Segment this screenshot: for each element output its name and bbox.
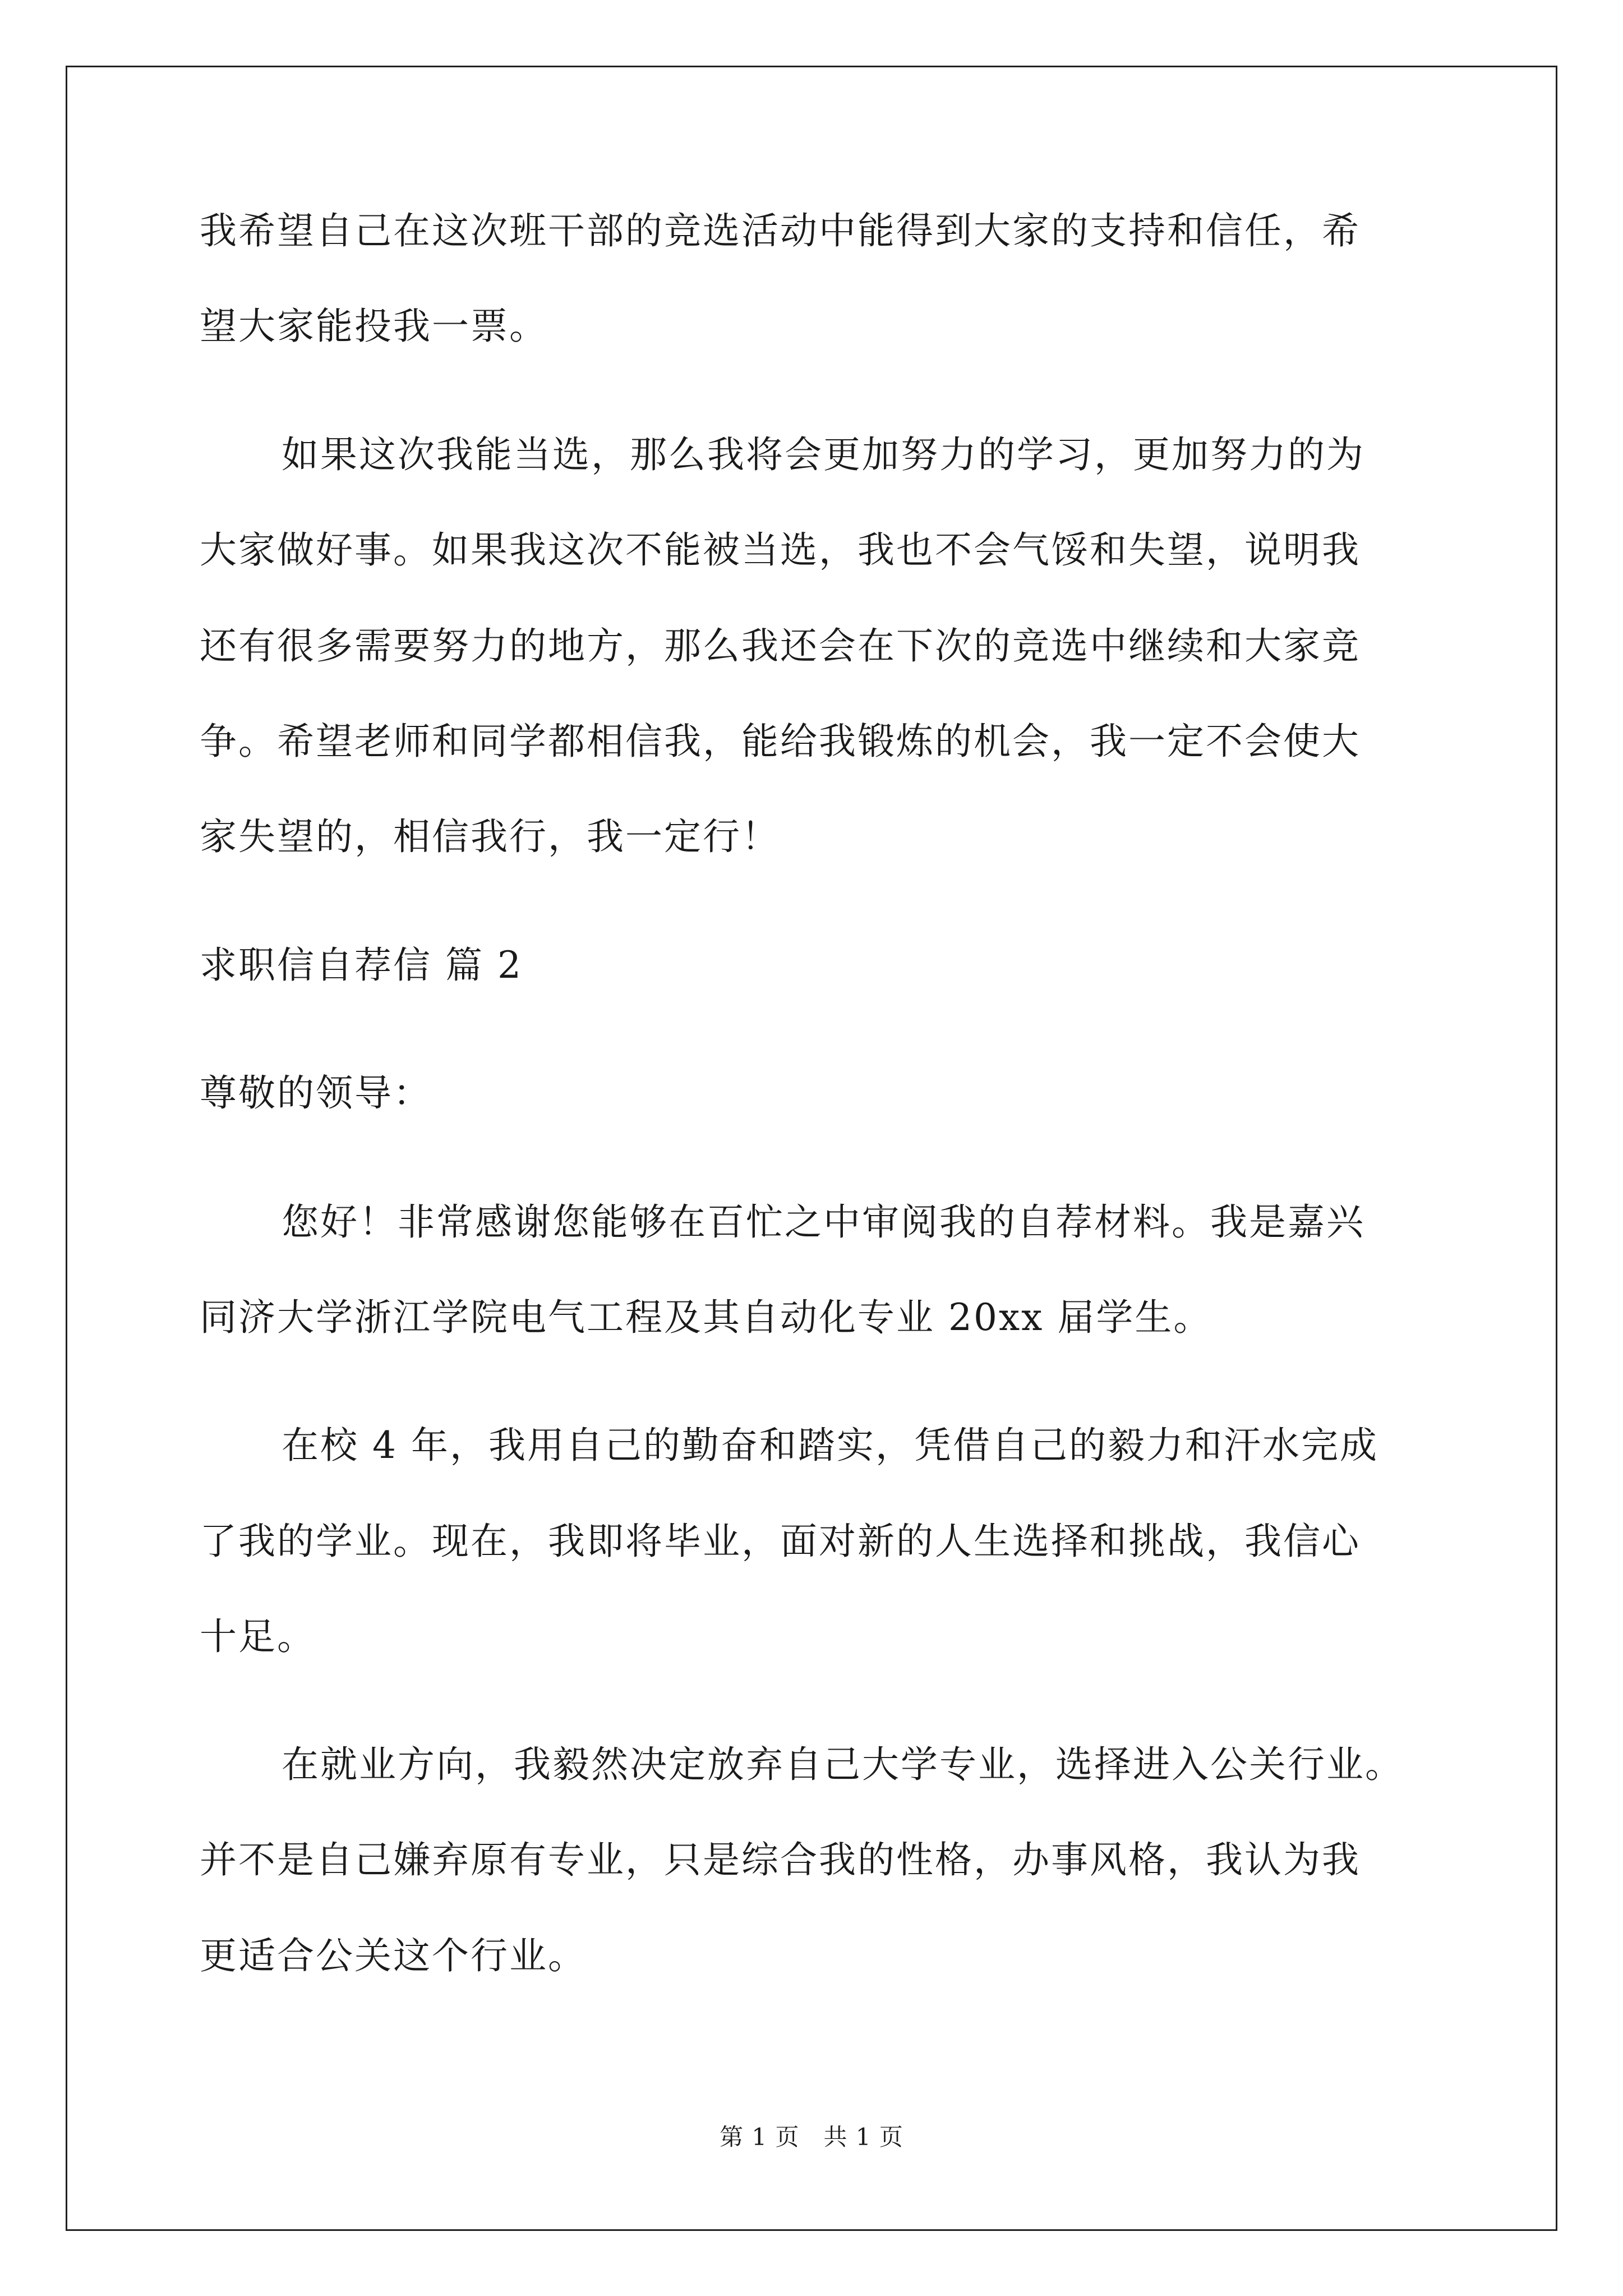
paragraph-start-line: 您好！非常感谢您能够在百忙之中审阅我的自荐材料。我是嘉兴	[282, 1200, 1365, 1244]
text-line: 还有很多需要努力的地方，那么我还会在下次的竞选中继续和大家竞	[200, 624, 1361, 668]
text-line: 家失望的，相信我行，我一定行！	[200, 815, 780, 858]
salutation: 尊敬的领导：	[200, 1071, 432, 1115]
paragraph-start-line: 如果这次我能当选，那么我将会更加努力的学习，更加努力的为	[282, 433, 1365, 476]
text-line: 同济大学浙江学院电气工程及其自动化专业 20xx 届学生。	[200, 1296, 1212, 1339]
page-footer: 第 1 页 共 1 页	[720, 2123, 903, 2151]
section-heading: 求职信自荐信 篇 2	[200, 944, 523, 987]
text-line: 望大家能投我一票。	[200, 305, 548, 348]
text-line: 更适合公关这个行业。	[200, 1934, 587, 1977]
paragraph-start-line: 在就业方向，我毅然决定放弃自己大学专业，选择进入公关行业。	[282, 1743, 1404, 1786]
page-border	[66, 66, 1557, 2231]
text-line: 了我的学业。现在，我即将毕业，面对新的人生选择和挑战，我信心	[200, 1520, 1361, 1563]
text-line: 并不是自己嫌弃原有专业，只是综合我的性格，办事风格，我认为我	[200, 1838, 1361, 1881]
text-line: 争。希望老师和同学都相信我，能给我锻炼的机会，我一定不会使大	[200, 720, 1361, 763]
text-line: 我希望自己在这次班干部的竞选活动中能得到大家的支持和信任，希	[200, 209, 1361, 252]
text-line: 十足。	[200, 1615, 316, 1658]
paragraph-start-line: 在校 4 年，我用自己的勤奋和踏实，凭借自己的毅力和汗水完成	[282, 1424, 1378, 1467]
text-line: 大家做好事。如果我这次不能被当选，我也不会气馁和失望，说明我	[200, 528, 1361, 572]
